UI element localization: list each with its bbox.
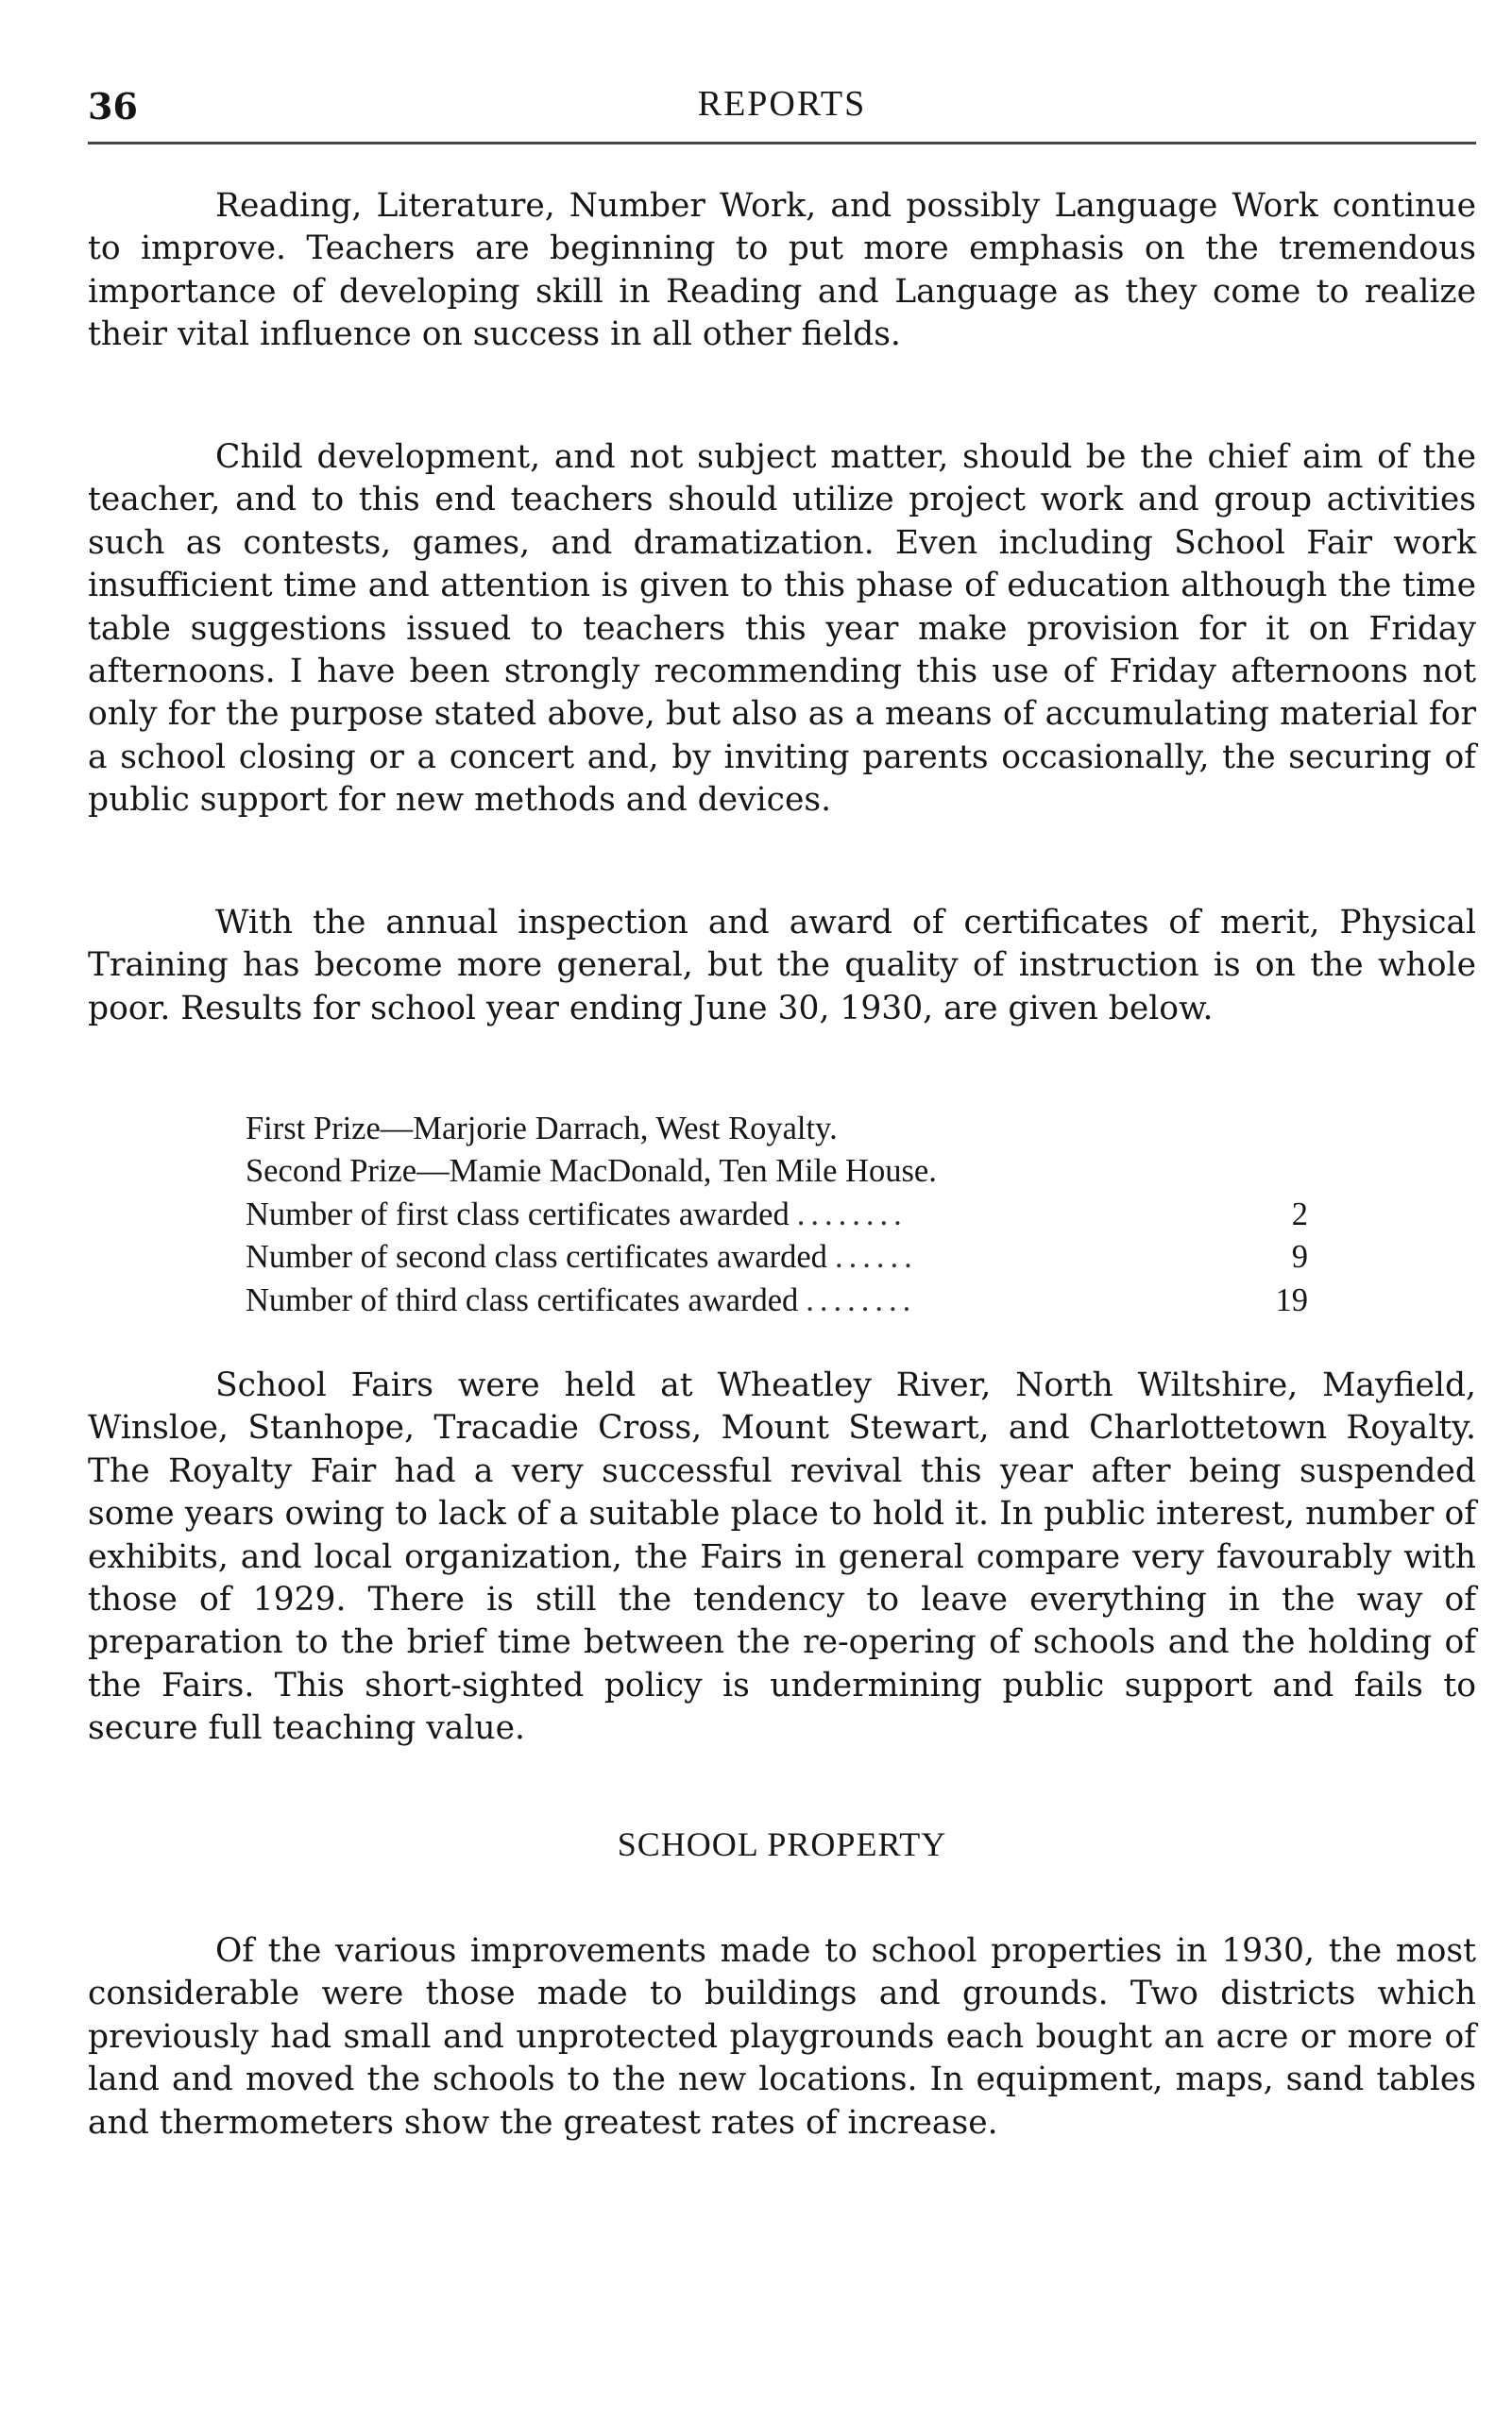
certificate-label: Number of second class certificates awarded <box>246 1239 827 1276</box>
paragraph-school-property: Of the various improvements made to school properties in 1930, the most considerable were those made to buildings and grounds. Two districts which previously had small and unprotected playgrounds each bought an acre or more of land and moved the schools to the new locations. In equipment, maps, sand tables and thermometers show the greatest rates of increase. <box>88 1932 1476 2142</box>
section-heading: SCHOOL PROPERTY <box>617 1825 947 1863</box>
dot-leader: ........ <box>796 1196 908 1232</box>
certificate-count: 19 <box>1275 1281 1308 1318</box>
paragraph-reading: Reading, Literature, Number Work, and possibly Language Work continue to improve. Teachers are beginning to put more emphasis on the tremendous importance of developing skill in Reading and Language as they come to realize their vital influence on success in all other fields. <box>88 187 1476 354</box>
certificate-row <box>246 1236 1308 1279</box>
certificate-count: 9 <box>1291 1239 1308 1276</box>
page-number: 36 <box>88 85 138 127</box>
header-rule <box>88 142 1476 144</box>
paragraph-school-fairs: School Fairs were held at Wheatley River, North Wiltshire, Mayfield, Winsloe, Stanhope, Tracadie Cross, Mount Stewart, and Charlottetown Royalty. The Royalty Fair had a very successful revival this year after being suspended some years owing to lack of a suitable place to hold it. In public interest, number of exhibits, and local organization, the Fairs in general compare very favourably with those of 1929. There is still the tendency to leave everything in the way of preparation to the brief time between the re-opering of schools and the holding of the Fairs. This short-sighted policy is undermining public support and fails to secure full teaching value. <box>88 1366 1476 1748</box>
first-prize: First Prize—Marjorie Darrach, West Royalty. <box>246 1111 838 1146</box>
certificate-label: Number of third class certificates awarded <box>246 1281 799 1318</box>
dot-leader: ...... <box>834 1239 918 1276</box>
second-prize: Second Prize—Mamie MacDonald, Ten Mile House. <box>246 1153 937 1190</box>
prize-list <box>246 1108 1313 1322</box>
certificate-row <box>246 1280 1308 1322</box>
dot-leader: ........ <box>806 1281 917 1318</box>
certificate-label: Number of first class certificates awarded <box>246 1196 790 1232</box>
paragraph-child-development: Child development, and not subject matter, should be the chief aim of the teacher, and to this end teachers should utilize project work and group activities such as contests, games, and dramatization. Even including School Fair work insufficient time and attention is given to this phase of education although the time table suggestions issued to teachers this year make provision for it on Friday afternoons. I have been strongly recommending this use of Friday afternoons not only for the purpose stated above, but also as a means of accumulating material for a school closing or a concert and, by inviting parents occasionally, the securing of public support for new methods and devices. <box>88 438 1476 820</box>
certificate-row <box>246 1194 1308 1236</box>
page-header <box>88 83 1476 140</box>
paragraph-physical-training: With the annual inspection and award of certificates of merit, Physical Training has become more general, but the quality of instruction is on the whole poor. Results for school year ending June 30, 1930, are given below. <box>88 904 1476 1027</box>
certificate-count: 2 <box>1291 1196 1308 1232</box>
running-head: REPORTS <box>697 84 867 124</box>
